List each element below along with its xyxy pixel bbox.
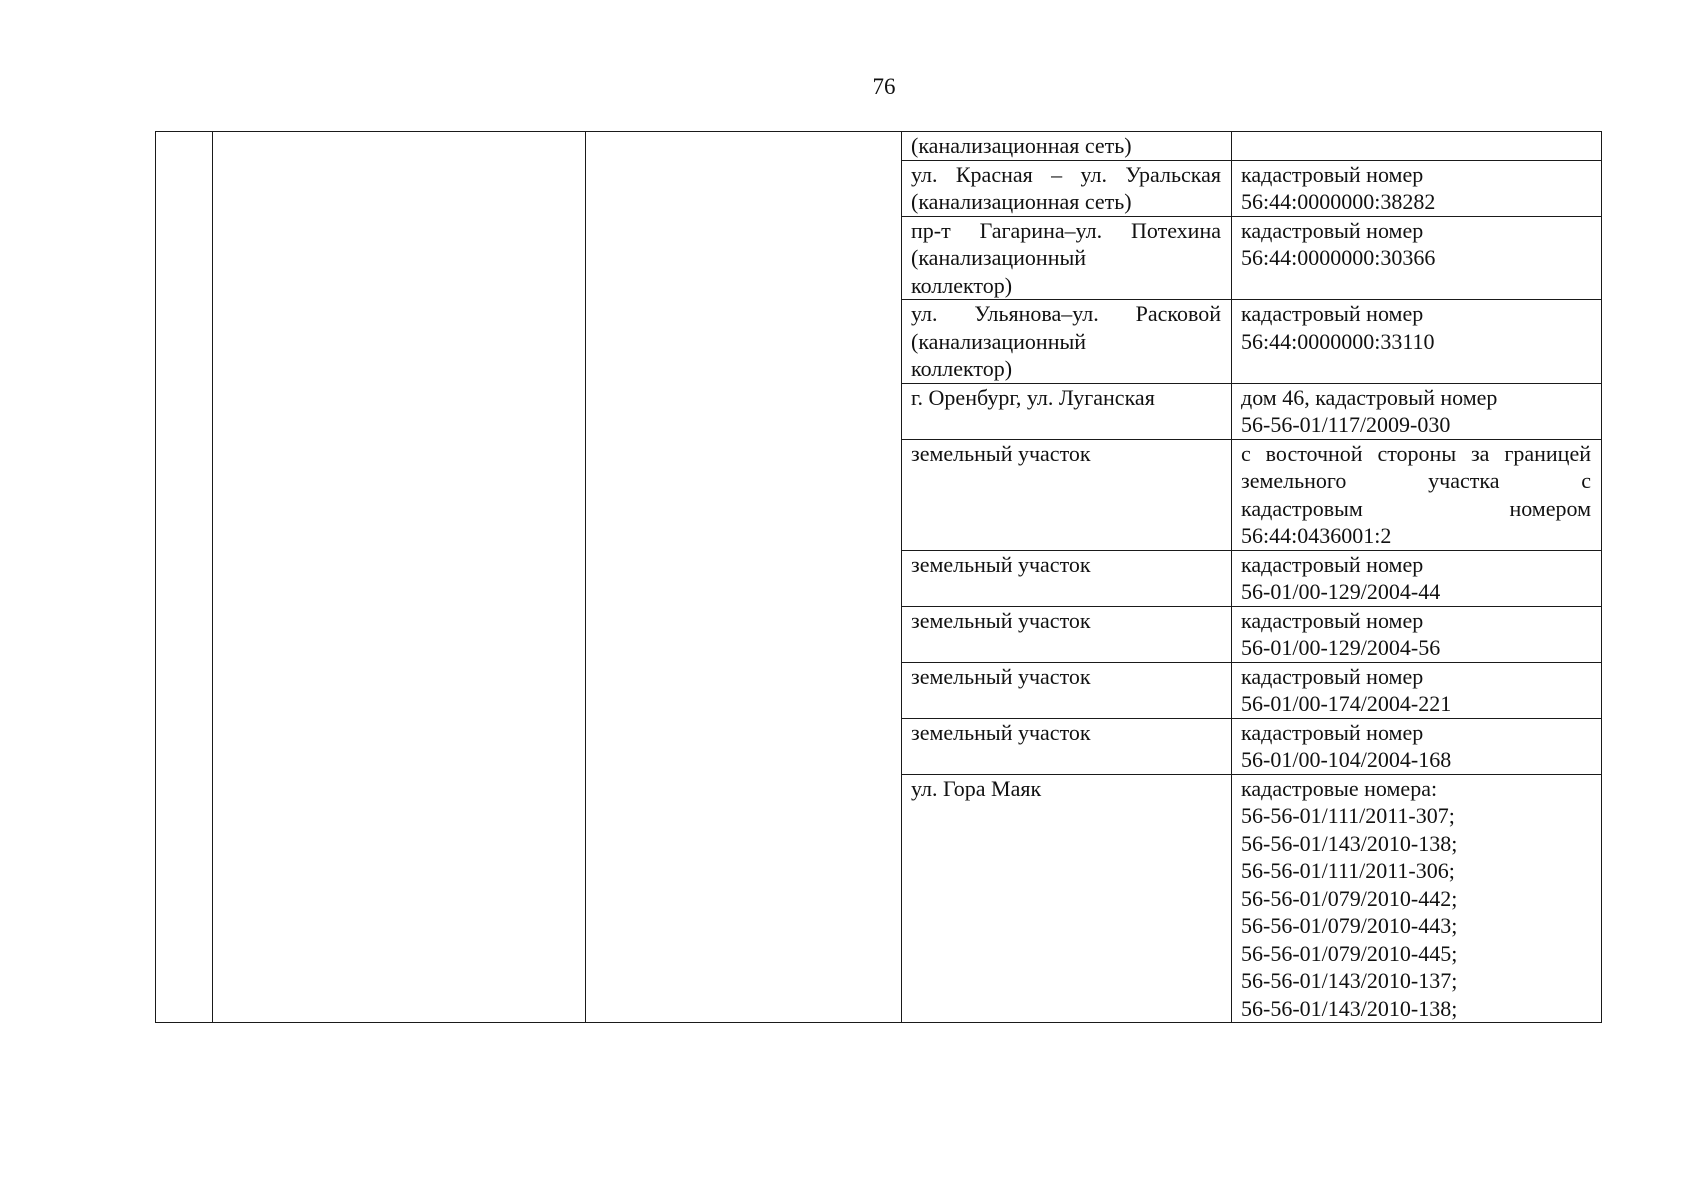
object-text-line: земельный участок (911, 551, 1091, 577)
object-text-line: г. Оренбург, ул. Луганская (911, 384, 1155, 410)
location-text-line: 56-56-01/111/2011-307; (1241, 803, 1455, 828)
location-text-line: 56-01/00-129/2004-44 (1241, 579, 1441, 604)
location-cell (1232, 439, 1602, 550)
location-text-line: 56-56-01/079/2010-442; (1241, 885, 1458, 911)
object-text-line: ул. Красная – ул. Уральская (911, 161, 1221, 187)
object-text-line: земельный участок (911, 663, 1091, 689)
location-text-line: 56-56-01/143/2010-138; (1241, 830, 1458, 856)
location-text-line: кадастровый номер (1241, 161, 1424, 187)
object-text-line: пр-т Гагарина–ул. Потехина (911, 217, 1221, 243)
location-text-line: кадастровые номера: (1241, 775, 1438, 801)
location-cell (1232, 550, 1602, 606)
location-text-line: 56-56-01/079/2010-443; (1241, 913, 1458, 938)
object-text-line: земельный участок (911, 440, 1091, 466)
location-text-line: 56-01/00-174/2004-221 (1241, 691, 1452, 716)
location-text-line: 56-56-01/143/2010-137; (1241, 968, 1458, 993)
location-text-line: кадастровый номер (1241, 719, 1424, 745)
object-cell (902, 774, 1232, 1023)
object-cell (902, 718, 1232, 774)
location-text-line: 56-56-01/111/2011-306; (1241, 858, 1455, 883)
location-cell (1232, 606, 1602, 662)
location-text-line: 56-56-01/117/2009-030 (1241, 412, 1451, 437)
number-column-cell (156, 132, 213, 1023)
object-text-line: (канализационный (911, 328, 1087, 354)
object-cell (902, 662, 1232, 718)
location-text-line: 56-01/00-129/2004-56 (1241, 635, 1441, 660)
object-text-line: (канализационная сеть) (911, 133, 1132, 158)
location-text-line: 56:44:0436001:2 (1241, 523, 1392, 548)
object-text-line: (канализационный (911, 245, 1087, 270)
location-text-line: кадастровым номером (1241, 495, 1591, 521)
location-text-line: дом 46, кадастровый номер (1241, 384, 1498, 410)
object-cell (902, 383, 1232, 439)
location-text-line: 56-56-01/143/2010-138; (1241, 995, 1458, 1021)
location-text-line: кадастровый номер (1241, 217, 1424, 243)
location-cell (1232, 132, 1602, 161)
location-text-line: земельного участка с (1241, 468, 1591, 493)
purpose-column-cell (586, 132, 902, 1023)
object-cell (902, 550, 1232, 606)
location-text-line: 56-56-01/079/2010-445; (1241, 940, 1458, 966)
object-text-line: земельный участок (911, 719, 1091, 745)
location-cell (1232, 216, 1602, 300)
table-row (156, 132, 1602, 161)
location-text-line: 56:44:0000000:38282 (1241, 189, 1436, 214)
object-cell (902, 160, 1232, 216)
location-text-line: 56-01/00-104/2004-168 (1241, 747, 1452, 772)
location-cell (1232, 718, 1602, 774)
object-cell (902, 300, 1232, 384)
location-text-line: кадастровый номер (1241, 301, 1424, 326)
location-text-line: 56:44:0000000:33110 (1241, 328, 1435, 354)
location-cell (1232, 160, 1602, 216)
location-text-line: с восточной стороны за границей (1241, 440, 1591, 466)
object-text-line: земельный участок (911, 607, 1091, 633)
location-cell (1232, 662, 1602, 718)
location-cell (1232, 383, 1602, 439)
location-text-line: кадастровый номер (1241, 607, 1424, 633)
location-text-line: 56:44:0000000:30366 (1241, 245, 1436, 270)
page-number: 76 (872, 74, 896, 99)
location-cell (1232, 300, 1602, 384)
object-text-line: ул. Ульянова–ул. Расковой (911, 301, 1221, 326)
location-cell (1232, 774, 1602, 1023)
name-column-cell (213, 132, 586, 1023)
object-cell (902, 439, 1232, 550)
location-text-line (1241, 132, 1591, 160)
object-text-line: (канализационная сеть) (911, 189, 1132, 214)
object-cell (902, 216, 1232, 300)
table-body (156, 132, 1602, 1023)
location-text-line: кадастровый номер (1241, 551, 1424, 577)
object-text-line: коллектор) (911, 356, 1013, 381)
document-table (155, 131, 1602, 1023)
object-text-line: ул. Гора Маяк (911, 775, 1042, 801)
location-text-line: кадастровый номер (1241, 663, 1424, 689)
object-text-line: коллектор) (911, 272, 1013, 298)
object-cell (902, 606, 1232, 662)
object-cell (902, 132, 1232, 161)
